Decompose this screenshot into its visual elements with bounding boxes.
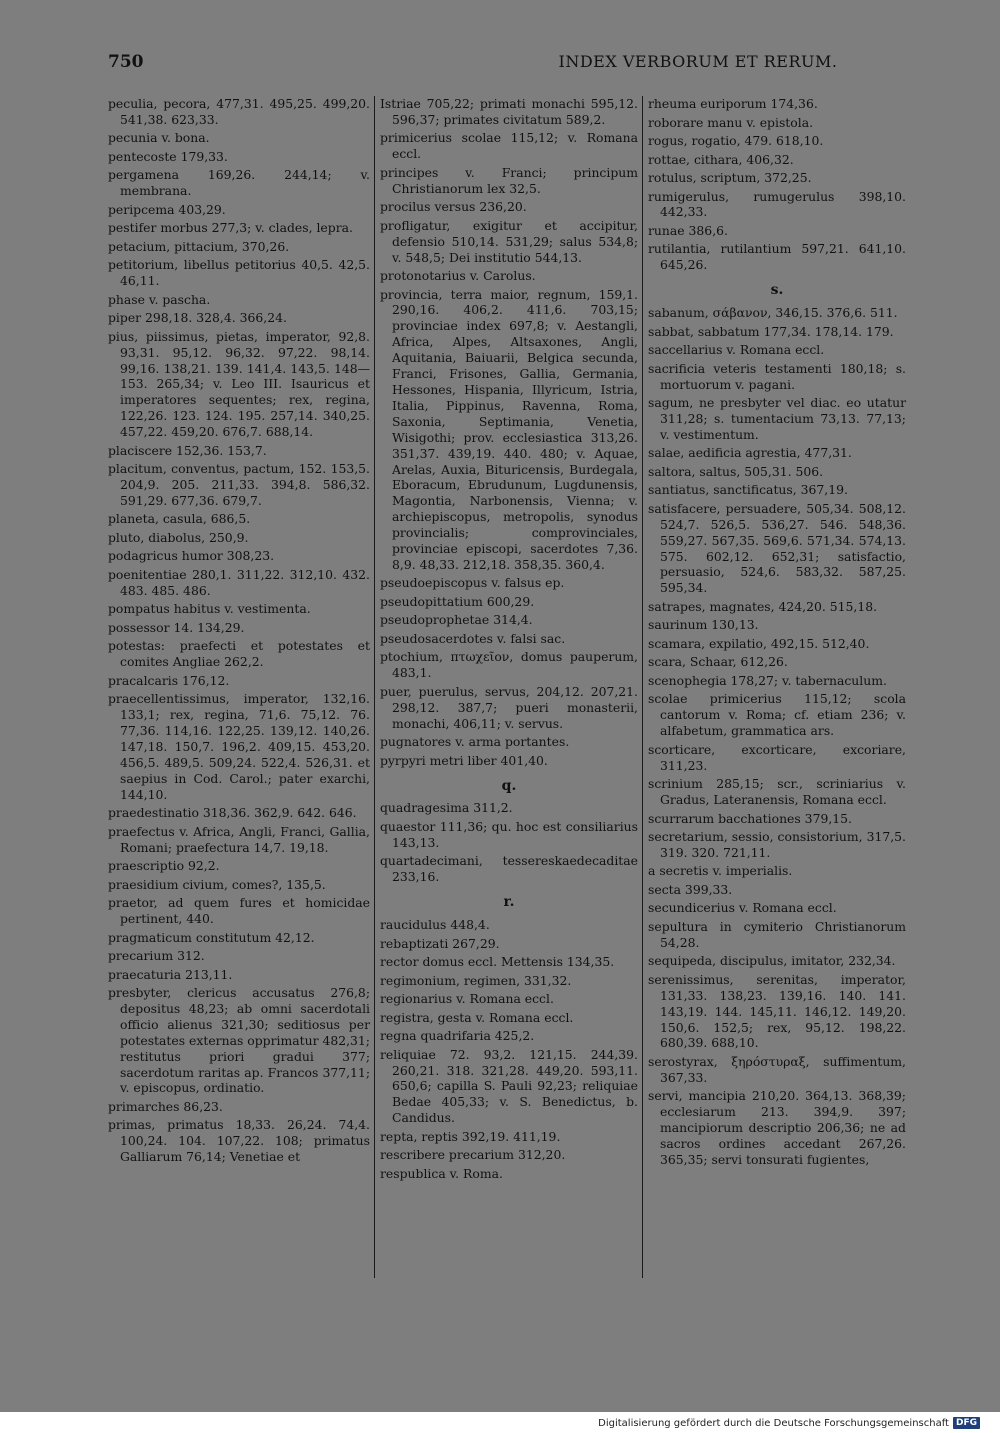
index-entry: sacrificia veteris testamenti 180,18; s. mortuorum v. pagani.: [648, 360, 906, 392]
index-entry: scolae primicerius 115,12; scola cantorum v. Roma; cf. etiam 236; v. alfabetum, grammatica ars.: [648, 691, 906, 739]
index-entry: praetor, ad quem fures et homicidae pertinent, 440.: [108, 895, 370, 927]
index-entry: scara, Schaar, 612,26.: [648, 654, 788, 670]
index-entry: precarium 312.: [108, 948, 205, 964]
index-entry: piper 298,18. 328,4. 366,24.: [108, 310, 287, 326]
index-entry: pseudopittatium 600,29.: [380, 593, 535, 609]
index-entry: praefectus v. Africa, Angli, Franci, Gallia, Romani; praefectura 14,7. 19,18.: [108, 823, 370, 855]
index-entry: satisfacere, persuadere, 505,34. 508,12. 524,7. 526,5. 536,27. 546. 548,36. 559,27. 567,35. 569,6. 571,34. 574,13. 575. 602,12. 652,31; satisfactio, persuasio, 524,6. 583,32. 587,25. 595,34.: [648, 500, 906, 596]
index-entry: registra, gesta v. Romana eccl.: [380, 1009, 574, 1025]
index-entry: repta, reptis 392,19. 411,19.: [380, 1128, 561, 1144]
index-entry: rutilantia, rutilantium 597,21. 641,10. 645,26.: [648, 241, 906, 273]
index-entry: rescribere precarium 312,20.: [380, 1147, 566, 1163]
section-letter: r.: [503, 894, 515, 911]
index-entry: a secretis v. imperialis.: [648, 863, 793, 879]
index-entry: rottae, cithara, 406,32.: [648, 151, 794, 167]
index-entry: peculia, pecora, 477,31. 495,25. 499,20. 541,38. 623,33.: [108, 96, 370, 127]
index-entry: praecaturia 213,11.: [108, 966, 233, 982]
index-entry: scamara, expilatio, 492,15. 512,40.: [648, 635, 870, 651]
index-entry: pentecoste 179,33.: [108, 148, 228, 164]
index-entry: praesidium civium, comes?, 135,5.: [108, 876, 326, 892]
index-entry: ptochium, πτωχεῖον, domus pauperum, 483,1.: [380, 649, 638, 681]
index-entry: rebaptizati 267,29.: [380, 935, 500, 951]
dfg-logo: DFG: [953, 1417, 980, 1429]
index-entry: satrapes, magnates, 424,20. 515,18.: [648, 598, 878, 614]
index-entry: rector domus eccl. Mettensis 134,35.: [380, 954, 615, 970]
index-entry: quaestor 111,36; qu. hoc est consiliarius 143,13.: [380, 818, 638, 850]
index-entry: procilus versus 236,20.: [380, 199, 527, 215]
column-divider: [374, 96, 375, 1278]
index-entry: saccellarius v. Romana eccl.: [648, 342, 825, 358]
index-entry: rumigerulus, rumugerulus 398,10. 442,33.: [648, 188, 906, 220]
index-entry: raucidulus 448,4.: [380, 917, 490, 933]
index-entry: pecunia v. bona.: [108, 130, 210, 146]
index-entry: pragmaticum constitutum 42,12.: [108, 929, 315, 945]
index-column-1: [108, 96, 370, 1168]
index-entry: quadragesima 311,2.: [380, 800, 513, 816]
index-entry: sepultura in cymiterio Christianorum 54,28.: [648, 918, 906, 950]
index-entry: praecellentissimus, imperator, 132,16. 133,1; rex, regina, 71,6. 75,12. 76. 77,36. 114,16. 122,25. 139,12. 140,26. 147,18. 150,7. 196,2. 409,15. 453,20. 456,5. 489,5. 509,24. 522,4. 526,31. et saepius in Cod. Carol.; pater exarchi, 144,10.: [108, 691, 370, 802]
index-entry: pestifer morbus 277,3; v. clades, lepra.: [108, 220, 353, 236]
footer-text: Digitalisierung gefördert durch die Deutsche Forschungsgemeinschaft: [598, 1417, 949, 1429]
index-entry: sabbat, sabbatum 177,34. 178,14. 179.: [648, 323, 894, 339]
index-entry: pseudoprophetae 314,4.: [380, 612, 533, 628]
index-entry: secta 399,33.: [648, 881, 733, 897]
index-entry: pracalcaris 176,12.: [108, 672, 230, 688]
index-entry: petacium, pittacium, 370,26.: [108, 238, 290, 254]
index-entry: rheuma euriporum 174,36.: [648, 96, 818, 111]
index-entry: salae, aedificia agrestia, 477,31.: [648, 445, 852, 461]
index-entry: runae 386,6.: [648, 222, 728, 238]
index-entry: rotulus, scriptum, 372,25.: [648, 170, 812, 185]
index-entry: placiscere 152,36. 153,7.: [108, 442, 267, 458]
index-entry: servi, mancipia 210,20. 364,13. 368,39; ecclesiarum 213. 394,9. 397; mancipiorum descriptio 206,36; ne ad sacros ordines accedant 267,26. 365,35; servi tonsurati fugientes,: [648, 1088, 906, 1167]
index-entry: sequipeda, discipulus, imitator, 232,34.: [648, 953, 896, 969]
index-entry: scrinium 285,15; scr., scriniarius v. Gradus, Lateranensis, Romana eccl.: [648, 776, 906, 807]
index-entry: phase v. pascha.: [108, 291, 211, 307]
index-entry: pompatus habitus v. vestimenta.: [108, 601, 311, 617]
index-entry: pugnatores v. arma portantes.: [380, 734, 570, 750]
index-entry: praedestinatio 318,36. 362,9. 642. 646.: [108, 805, 357, 821]
index-entry: primarches 86,23.: [108, 1098, 223, 1114]
index-entry: principes v. Franci; principum Christianorum lex 32,5.: [380, 164, 638, 196]
index-entry: scorticare, excorticare, excoriare, 311,23.: [648, 741, 906, 773]
index-entry: poenitentiae 280,1. 311,22. 312,10. 432. 483. 485. 486.: [108, 566, 370, 598]
index-entry: Istriae 705,22; primati monachi 595,12. 596,37; primates civitatum 589,2.: [380, 96, 638, 127]
index-entry: petitorium, libellus petitorius 40,5. 42,5. 46,11.: [108, 257, 370, 289]
index-entry: pergamena 169,26. 244,14; v. membrana.: [108, 167, 370, 199]
index-entry: scenophegia 178,27; v. tabernaculum.: [648, 672, 887, 688]
index-entry: reliquiae 72. 93,2. 121,15. 244,39. 260,21. 318. 321,28. 449,20. 593,11. 650,6; capilla S. Pauli 92,23; reliquiae Bedae 405,33; v. S. Benedictus, b. Candidus.: [380, 1046, 638, 1126]
index-entry: regna quadrifaria 425,2.: [380, 1028, 535, 1044]
index-entry: peripcema 403,29.: [108, 201, 226, 217]
index-entry: placitum, conventus, pactum, 152. 153,5. 204,9. 205. 211,33. 394,8. 586,32. 591,29. 677,36. 679,7.: [108, 461, 370, 508]
index-entry: serostyrax, ξηρόστυραξ, suffimentum, 367,33.: [648, 1053, 906, 1085]
index-entry: pius, piissimus, pietas, imperator, 92,8. 93,31. 95,12. 96,32. 97,22. 98,14. 99,16. 138,21. 139. 141,4. 143,5. 148—153. 265,34; v. Leo III. Isauricus et imperatores sequentes; rex, regina, 122,26. 123. 124. 195. 257,14. 340,25. 457,22. 459,20. 676,7. 688,14.: [108, 328, 370, 440]
index-entry: saltora, saltus, 505,31. 506.: [648, 463, 824, 479]
index-entry: serenissimus, serenitas, imperator, 131,33. 138,23. 139,16. 140. 141. 143,19. 144. 145,11. 146,12. 149,20. 150,6. 152,5; rex, 95,12. 198,22. 680,39. 688,10.: [648, 971, 906, 1051]
index-entry: quartadecimani, tessereskaedecaditae 233,16.: [380, 853, 638, 885]
index-entry: secretarium, sessio, consistorium, 317,5. 319. 320. 721,11.: [648, 829, 906, 860]
index-entry: pyrpyri metri liber 401,40.: [380, 752, 548, 768]
index-entry: praescriptio 92,2.: [108, 858, 220, 874]
index-entry: profligatur, exigitur et accipitur, defensio 510,14. 531,29; salus 534,8; v. 548,5; Dei institutio 544,13.: [380, 217, 638, 265]
page-number: 750: [108, 52, 144, 72]
index-entry: pluto, diabolus, 250,9.: [108, 529, 249, 545]
running-title: INDEX VERBORUM ET RERUM.: [558, 52, 838, 71]
index-entry: sagum, ne presbyter vel diac. eo utatur 311,28; s. tumentacium 73,13. 77,13; v. vestimentum.: [648, 395, 906, 442]
digitization-footer: [598, 1415, 980, 1431]
index-entry: sabanum, σάβανον, 346,15. 376,6. 511.: [648, 305, 898, 321]
index-entry: puer, puerulus, servus, 204,12. 207,21. 298,12. 387,7; pueri monasterii, monachi, 406,11; v. servus.: [380, 683, 638, 731]
index-entry: respublica v. Roma.: [380, 1165, 503, 1181]
index-column-3: [648, 96, 906, 1170]
index-entry: regimonium, regimen, 331,32.: [380, 972, 572, 988]
index-entry: planeta, casula, 686,5.: [108, 511, 251, 527]
index-entry: primicerius scolae 115,12; v. Romana eccl.: [380, 130, 638, 162]
index-entry: santiatus, sanctificatus, 367,19.: [648, 482, 848, 498]
index-entry: secundicerius v. Romana eccl.: [648, 900, 837, 916]
index-entry: scurrarum bacchationes 379,15.: [648, 810, 852, 826]
index-entry: roborare manu v. epistola.: [648, 114, 814, 130]
index-column-2: [380, 96, 638, 1184]
index-entry: provincia, terra maior, regnum, 159,1. 290,16. 406,2. 411,6. 703,15; provinciae index 697,8; v. Aestangli, Africa, Alpes, Altsaxones, Angli, Aquitania, Baiuarii, Belgica secunda, Franci, Frisones, Gallia, Germania, Hessones, Hispania, Illyricum, Istria, Italia, Pippinus, Ravenna, Roma, Saxonia, Septimania, Venetia, Wisigothi; prov. ecclesiastica 313,26. 351,37. 439,19. 440. 480; v. Aquae, Arelas, Auxia, Bituricensis, Burdegala, Eboracum, Ebrudunum, Lugdunensis, Magontia, Narbonensis, Vienna; v. archiepiscopus, metropolis, synodus provincialis; comprovinciales, provinciae episcopi, sacerdotes 7,36. 8,9. 48,33. 212,18. 358,35. 360,4.: [380, 286, 638, 572]
index-entry: pseudosacerdotes v. falsi sac.: [380, 630, 566, 646]
page-header: [108, 52, 838, 76]
index-entry: primas, primatus 18,33. 26,24. 74,4. 100,24. 104. 107,22. 108; primatus Galliarum 76,14; Venetiae et: [108, 1117, 370, 1165]
index-entry: protonotarius v. Carolus.: [380, 268, 536, 284]
index-entry: podagricus humor 308,23.: [108, 548, 275, 564]
section-letter: q.: [501, 777, 517, 794]
index-entry: saurinum 130,13.: [648, 617, 759, 633]
column-divider: [642, 96, 643, 1278]
section-letter: s.: [770, 282, 784, 299]
index-entry: presbyter, clericus accusatus 276,8; depositus 48,23; ab omni sacerdotali officio alienus 321,30; seditiosus per potestates externas opprimatur 482,31; restitutus priori gradui 377; sacerdotum raritas ap. Francos 377,11; v. episcopus, ordinatio.: [108, 985, 370, 1096]
index-entry: potestas: praefecti et potestates et comites Angliae 262,2.: [108, 638, 370, 670]
index-entry: rogus, rogatio, 479. 618,10.: [648, 133, 824, 148]
index-entry: possessor 14. 134,29.: [108, 619, 245, 635]
index-entry: regionarius v. Romana eccl.: [380, 991, 554, 1007]
index-entry: pseudoepiscopus v. falsus ep.: [380, 575, 565, 591]
